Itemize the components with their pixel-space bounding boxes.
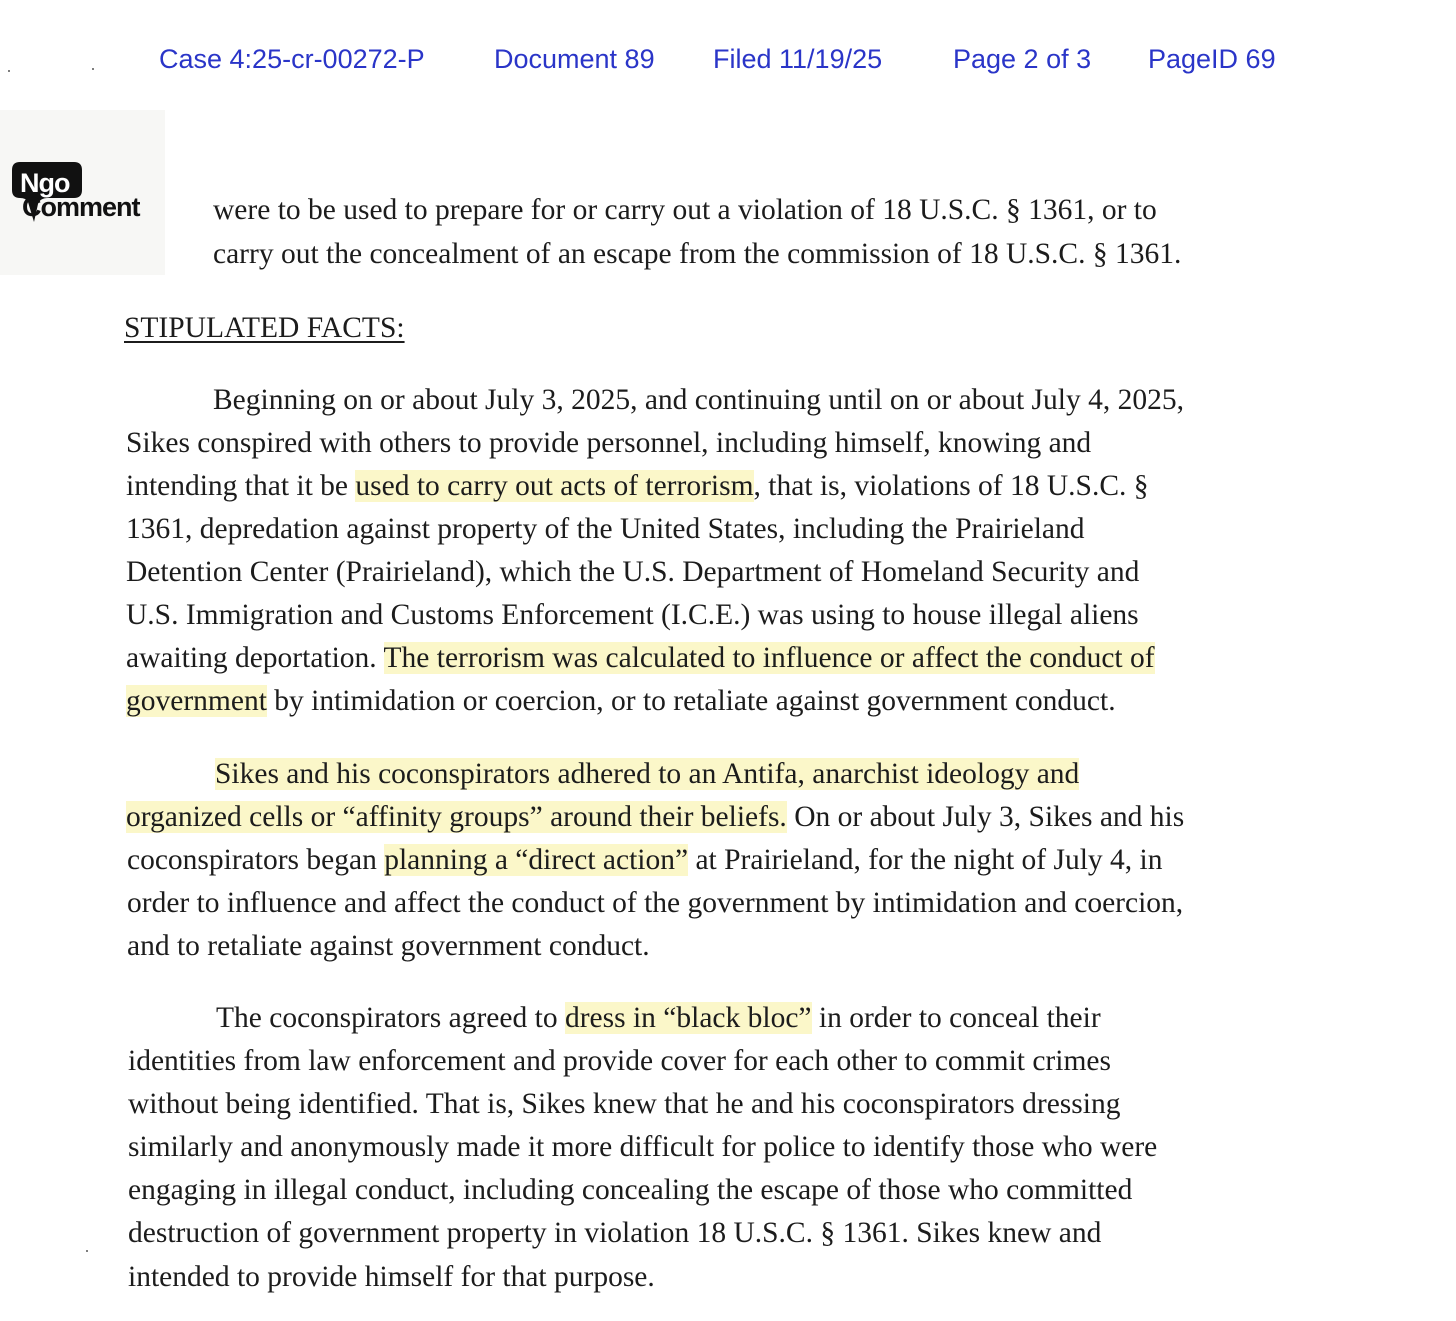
paragraph-line [126, 468, 1149, 504]
text-run: at Prairieland, for the night of July 4, in [688, 844, 1163, 876]
intro-line: were to be used to prepare for or carry out a violation of 18 U.S.C. § 1361, or to [213, 194, 1157, 226]
text-run: intending that it be [126, 470, 356, 502]
paragraph-line: intended to provide himself for that purpose. [128, 1261, 655, 1293]
text-run: awaiting deportation. [126, 642, 384, 674]
case-number: Case 4:25-cr-00272-P [159, 44, 425, 74]
paragraph-line [127, 842, 1162, 878]
section-heading: STIPULATED FACTS: [124, 312, 405, 344]
highlighted-text: organized cells or “affinity groups” around their beliefs. [126, 801, 787, 833]
paragraph-line [126, 683, 1116, 719]
page-id: PageID 69 [1148, 44, 1276, 74]
text-run: coconspirators began [127, 844, 385, 876]
highlighted-text: planning a “direct action” [384, 844, 689, 876]
text-run: The coconspirators agreed to [216, 1002, 565, 1034]
intro-line: carry out the concealment of an escape from the commission of 18 U.S.C. § 1361. [213, 238, 1182, 270]
paragraph-line [216, 1000, 1101, 1036]
paragraph-line: without being identified. That is, Sikes knew that he and his coconspirators dressing [128, 1088, 1121, 1120]
paragraph-line: Beginning on or about July 3, 2025, and continuing until on or about July 4, 2025, [213, 384, 1184, 416]
text-run: in order to conceal their [811, 1002, 1101, 1034]
paragraph-line [126, 799, 1184, 835]
paragraph-line [215, 756, 1079, 792]
paragraph-line [126, 640, 1155, 676]
paragraph-line: engaging in illegal conduct, including concealing the escape of those who committed [128, 1174, 1133, 1206]
paragraph-line: order to influence and affect the conduct of the government by intimidation and coercion, [127, 887, 1184, 919]
text-run: by intimidation or coercion, or to retaliate against government conduct. [266, 685, 1116, 717]
filed-date: Filed 11/19/25 [713, 44, 883, 74]
text-run: On or about July 3, Sikes and his [786, 801, 1185, 833]
highlighted-text: Sikes and his coconspirators adhered to an Antifa, anarchist ideology and [215, 758, 1080, 790]
document-number: Document 89 [494, 44, 655, 74]
paragraph-line: destruction of government property in violation 18 U.S.C. § 1361. Sikes knew and [128, 1217, 1102, 1249]
paragraph-line: Detention Center (Prairieland), which the U.S. Department of Homeland Security and [126, 556, 1140, 588]
logo-text-comment: Comment [22, 192, 140, 222]
logo-text-ngo: Ngo [20, 168, 70, 198]
highlighted-text: used to carry out acts of terrorism [355, 470, 754, 502]
paragraph-line: identities from law enforcement and provide cover for each other to commit crimes [128, 1045, 1111, 1077]
page-number: Page 2 of 3 [953, 44, 1092, 74]
highlighted-text: The terrorism was calculated to influence or affect the conduct of [383, 642, 1155, 674]
paragraph-line: U.S. Immigration and Customs Enforcement (I.C.E.) was using to house illegal aliens [126, 599, 1139, 631]
paragraph-line: 1361, depredation against property of the United States, including the Prairieland [126, 513, 1085, 545]
highlighted-text: government [126, 685, 267, 717]
text-run: , that is, violations of 18 U.S.C. § [753, 470, 1149, 502]
paragraph-line: and to retaliate against government conduct. [127, 930, 650, 962]
paragraph-line: Sikes conspired with others to provide personnel, including himself, knowing and [126, 427, 1092, 459]
paragraph-line: similarly and anonymously made it more difficult for police to identify those who were [128, 1131, 1158, 1163]
highlighted-text: dress in “black bloc” [564, 1002, 812, 1034]
